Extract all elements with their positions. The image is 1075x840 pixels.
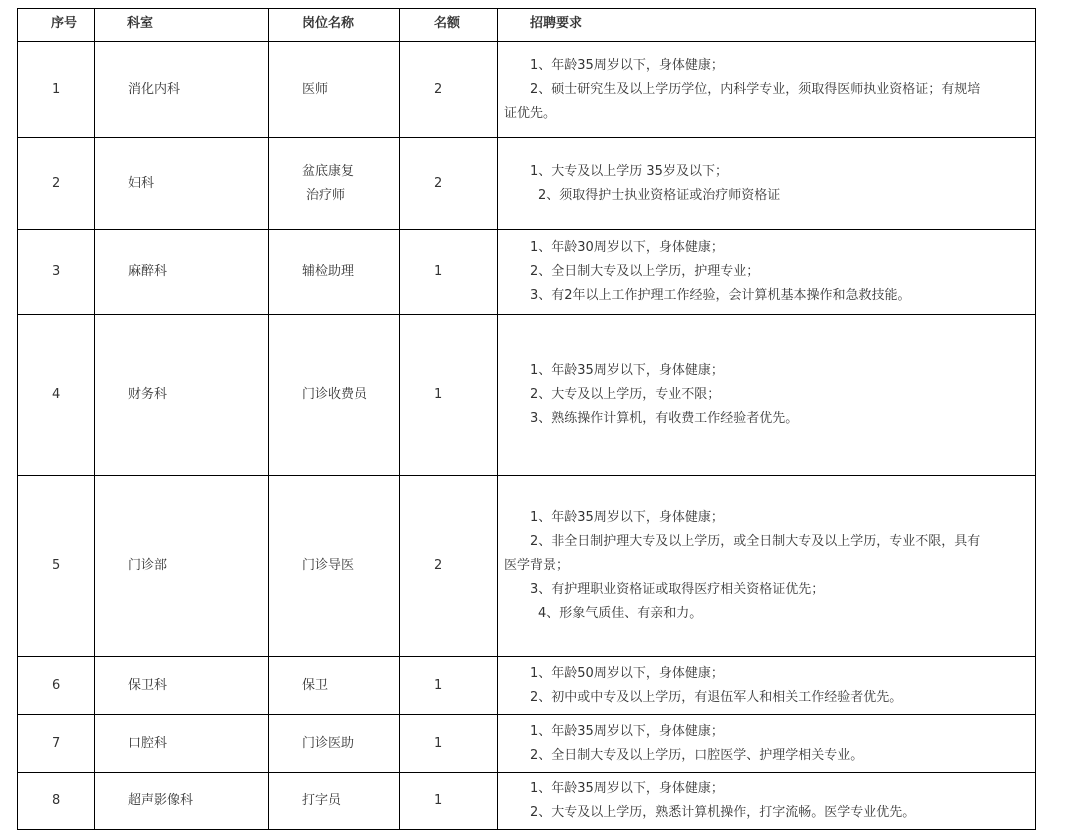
requirement-line: 1、年龄50周岁以下，身体健康； <box>530 665 724 681</box>
cell-department: 麻醉科 <box>95 230 269 315</box>
cell-requirements <box>498 230 1036 315</box>
table-row <box>18 42 1036 138</box>
cell-count: 1 <box>400 657 498 715</box>
cell-position: 医师 <box>269 42 400 138</box>
requirement-line: 2、大专及以上学历，熟悉计算机操作，打字流畅。医学专业优先。 <box>530 805 916 820</box>
cell-count: 1 <box>400 315 498 476</box>
table-row <box>18 715 1036 773</box>
cell-index: 5 <box>18 476 95 657</box>
requirement-line: 3、有护理职业资格证或取得医疗相关资格证优先； <box>530 582 825 597</box>
cell-index: 6 <box>18 657 95 715</box>
header-department: 科室 <box>95 9 269 42</box>
header-position: 岗位名称 <box>269 9 400 42</box>
cell-department: 妇科 <box>95 138 269 230</box>
requirement-line: 2、须取得护士执业资格证或治疗师资格证 <box>538 187 781 203</box>
cell-position: 辅检助理 <box>269 230 400 315</box>
cell-index: 8 <box>18 773 95 830</box>
header-requirements: 招聘要求 <box>498 9 1036 42</box>
cell-count: 1 <box>400 715 498 773</box>
header-count: 名额 <box>400 9 498 42</box>
requirement-line: 1、年龄35周岁以下，身体健康； <box>530 57 724 73</box>
cell-index: 4 <box>18 315 95 476</box>
cell-position <box>269 138 400 230</box>
requirement-line: 3、有2年以上工作护理工作经验，会计算机基本操作和急救技能。 <box>530 288 911 303</box>
cell-position: 门诊医助 <box>269 715 400 773</box>
requirement-line: 1、年龄35周岁以下，身体健康； <box>530 723 724 739</box>
table-row <box>18 315 1036 476</box>
requirement-line: 2、硕士研究生及以上学历学位，内科学专业，须取得医师执业资格证；有规培 <box>530 81 981 97</box>
table-row <box>18 476 1036 657</box>
table-row <box>18 230 1036 315</box>
cell-department: 门诊部 <box>95 476 269 657</box>
cell-department: 超声影像科 <box>95 773 269 830</box>
cell-position: 门诊导医 <box>269 476 400 657</box>
cell-count: 1 <box>400 230 498 315</box>
requirement-line: 2、非全日制护理大专及以上学历，或全日制大专及以上学历，专业不限，具有 <box>530 534 981 549</box>
table-row <box>18 773 1036 830</box>
cell-requirements <box>498 657 1036 715</box>
cell-position: 保卫 <box>269 657 400 715</box>
cell-index: 3 <box>18 230 95 315</box>
requirement-line: 证优先。 <box>504 105 557 121</box>
cell-department: 财务科 <box>95 315 269 476</box>
requirement-line: 1、年龄30周岁以下，身体健康； <box>530 240 724 255</box>
cell-index: 2 <box>18 138 95 230</box>
cell-requirements <box>498 315 1036 476</box>
cell-department: 口腔科 <box>95 715 269 773</box>
position-line: 治疗师 <box>306 187 346 203</box>
position-line: 盆底康复 <box>302 163 355 179</box>
table-row <box>18 657 1036 715</box>
requirement-line: 2、全日制大专及以上学历，口腔医学、护理学相关专业。 <box>530 747 864 763</box>
requirement-line: 3、熟练操作计算机，有收费工作经验者优先。 <box>530 411 799 426</box>
cell-index: 7 <box>18 715 95 773</box>
requirement-line: 医学背景； <box>504 558 570 573</box>
cell-position: 门诊收费员 <box>269 315 400 476</box>
requirement-line: 4、形象气质佳、有亲和力。 <box>538 606 703 621</box>
requirement-line: 1、年龄35周岁以下，身体健康； <box>530 510 724 525</box>
cell-count: 2 <box>400 138 498 230</box>
requirement-line: 1、年龄35周岁以下，身体健康； <box>530 363 724 378</box>
table-header-row <box>18 9 1036 42</box>
cell-count: 1 <box>400 773 498 830</box>
cell-department: 保卫科 <box>95 657 269 715</box>
requirement-line: 1、年龄35周岁以下，身体健康； <box>530 781 724 796</box>
cell-requirements <box>498 138 1036 230</box>
header-index: 序号 <box>18 9 95 42</box>
cell-position: 打字员 <box>269 773 400 830</box>
recruitment-table-wrapper <box>17 8 1036 830</box>
cell-count: 2 <box>400 42 498 138</box>
requirement-line: 2、大专及以上学历，专业不限； <box>530 387 721 402</box>
cell-requirements <box>498 773 1036 830</box>
recruitment-table <box>17 8 1036 830</box>
requirement-line: 1、大专及以上学历 35岁及以下； <box>530 163 728 179</box>
requirement-line: 2、初中或中专及以上学历，有退伍军人和相关工作经验者优先。 <box>530 689 903 705</box>
cell-requirements <box>498 715 1036 773</box>
table-row <box>18 138 1036 230</box>
cell-requirements <box>498 476 1036 657</box>
cell-department: 消化内科 <box>95 42 269 138</box>
cell-requirements <box>498 42 1036 138</box>
cell-count: 2 <box>400 476 498 657</box>
cell-index: 1 <box>18 42 95 138</box>
requirement-line: 2、全日制大专及以上学历，护理专业； <box>530 264 760 279</box>
